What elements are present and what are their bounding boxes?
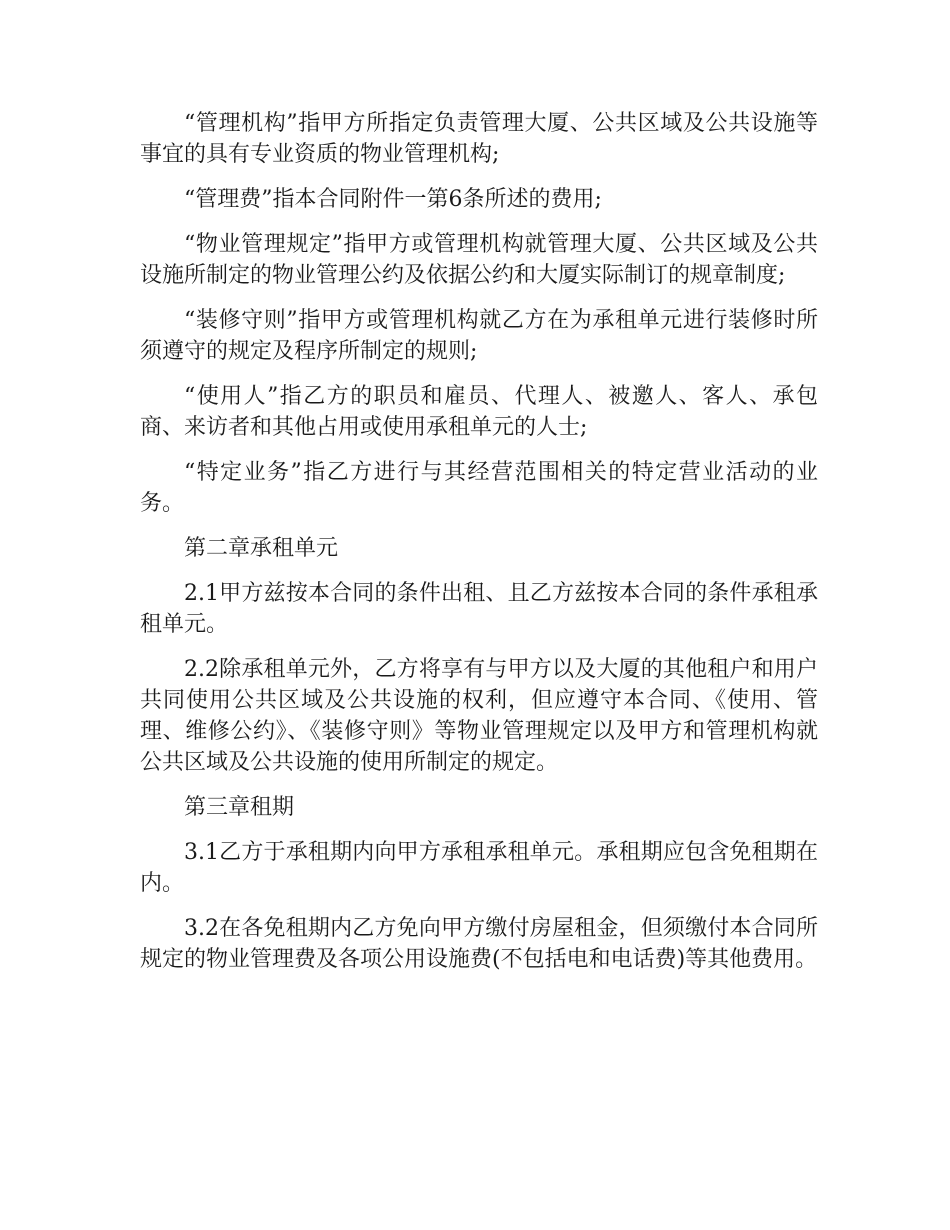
document-page [140,108,818,989]
definition-management-fee: “管理费”指本合同附件一第6条所述的费用; [184,187,602,212]
definition-decoration-rules: “装修守则”指甲方或管理机构就乙方在为承租单元进行装修时所须遵守的规定及程序所制定的规则; [140,308,818,364]
clause-3-2: 3.2在各免租期内乙方免向甲方缴付房屋租金，但须缴付本合同所规定的物业管理费及各项公用设施费(不包括电和电话费)等其他费用。 [140,916,818,972]
clause-2-2: 2.2除承租单元外，乙方将享有与甲方以及大厦的其他租户和用户共同使用公共区域及公共设施的权利，但应遵守本合同、《使用、管理、维修公约》、《装修守则》等物业管理规定以及甲方和管理机构就公共区域及公共设施的使用所制定的规定。 [140,657,818,775]
chapter-2-heading: 第二章承租单元 [184,536,339,561]
definition-management-agency: “管理机构”指甲方所指定负责管理大厦、公共区域及公共设施等事宜的具有专业资质的物业管理机构; [140,111,818,167]
clause-2-1: 2.1甲方兹按本合同的条件出租、且乙方兹按本合同的条件承租承租单元。 [140,581,818,637]
clause-3-1: 3.1乙方于承租期内向甲方承租承租单元。承租期应包含免租期在内。 [140,840,818,896]
definition-property-rules: “物业管理规定”指甲方或管理机构就管理大厦、公共区域及公共设施所制定的物业管理公约及依据公约和大厦实际制订的规章制度; [140,232,818,288]
definition-specific-business: “特定业务”指乙方进行与其经营范围相关的特定营业活动的业务。 [140,460,818,516]
chapter-3-heading: 第三章租期 [184,795,295,820]
definition-user: “使用人”指乙方的职员和雇员、代理人、被邀人、客人、承包商、来访者和其他占用或使用承租单元的人士; [140,384,818,440]
